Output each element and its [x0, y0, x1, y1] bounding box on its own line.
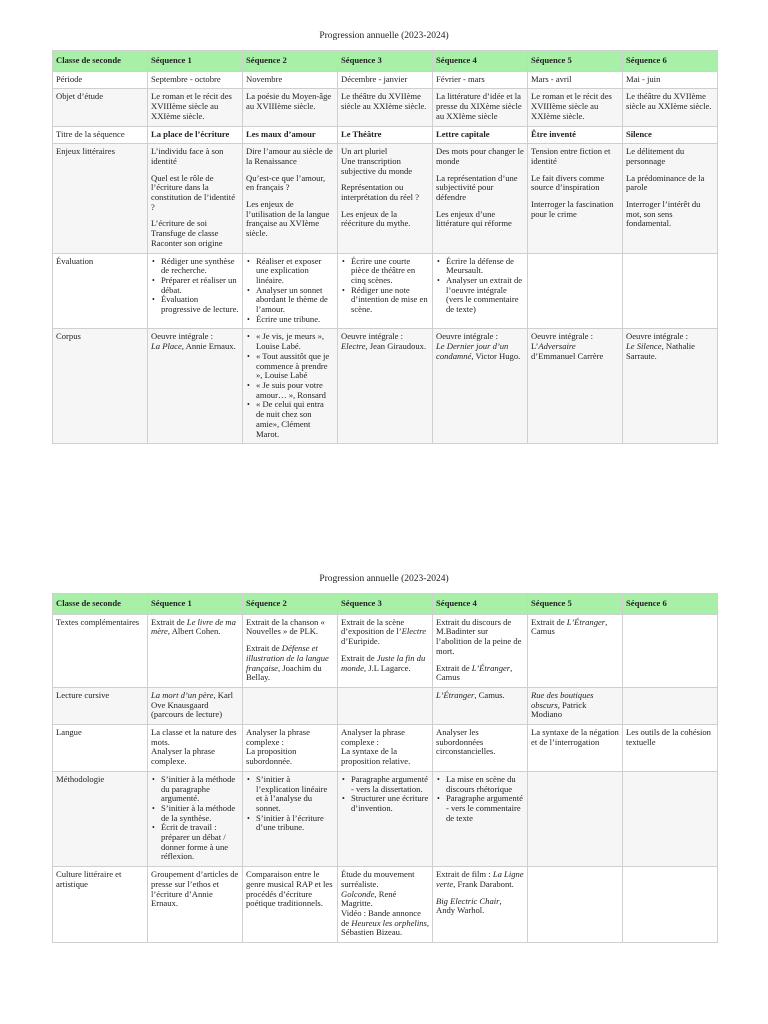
- bullet-item: • S’initier à la méthode de la synthèse.: [151, 804, 239, 823]
- table-cell: [148, 867, 243, 943]
- header-sequence-4: Séquence 4: [433, 594, 528, 615]
- table-cell: [528, 329, 623, 444]
- work-title: Electre: [341, 341, 366, 352]
- cell-paragraph: [341, 654, 429, 673]
- cell-paragraph: Février - mars: [436, 73, 485, 84]
- work-title: L’Étranger: [436, 689, 475, 700]
- work-title: Défense et illustration de la langue française: [246, 643, 329, 673]
- cell-paragraph: Dire l’amour au siècle de la Renaissance: [246, 146, 333, 166]
- cell-paragraph: Le fait divers comme source d’inspiration: [531, 172, 605, 193]
- table-cell: [148, 614, 243, 687]
- cell-paragraph: Des mots pour changer le monde: [436, 146, 524, 166]
- bullet-item: • « Tout aussitôt que je commence à prendre », Louise Labé: [246, 352, 334, 381]
- cell-paragraph: Les enjeux de l’utilisation de la langue française au XVIème siècle.: [246, 199, 330, 239]
- text-run: d’Euripide.: [341, 636, 380, 647]
- cell-paragraph: [531, 618, 619, 637]
- bullet-item: • « De celui qui entra de nuit chez son amie», Clément Marot.: [246, 400, 334, 439]
- cell-paragraph: Analyser la phrase complexe : La proposition subordonnée.: [246, 727, 310, 767]
- table-cell: [433, 725, 528, 772]
- bullet-list: [341, 257, 429, 315]
- table-cell: [528, 771, 623, 866]
- cell-paragraph: [151, 332, 239, 351]
- work-title: L’Étranger: [471, 662, 511, 673]
- header-sequence-4: Séquence 4: [433, 51, 528, 72]
- table-cell: [243, 89, 338, 126]
- text-run: , Nathalie Sarraute.: [626, 341, 695, 361]
- table-cell: [528, 253, 623, 329]
- table-cell: [148, 687, 243, 724]
- cell-paragraph: Comparaison entre le genre musical RAP et les procédés d’écriture poétique traditionnels.: [246, 869, 333, 909]
- table-row: [53, 126, 718, 144]
- table-cell: [148, 253, 243, 329]
- text-run: Extrait de: [531, 616, 567, 627]
- table-cell: [148, 725, 243, 772]
- table-cell: [623, 71, 718, 89]
- cell-paragraph: [341, 618, 429, 647]
- table-cell: [433, 867, 528, 943]
- table-cell: [338, 725, 433, 772]
- cell-paragraph: [436, 897, 524, 916]
- table-cell: [623, 126, 718, 144]
- table-row: [53, 71, 718, 89]
- cell-paragraph: Les enjeux de la réécriture du mythe.: [341, 208, 411, 229]
- table-cell: [243, 253, 338, 329]
- header-class: Classe de seconde: [53, 594, 148, 615]
- cell-paragraph: [151, 691, 239, 720]
- table-cell: [623, 89, 718, 126]
- page-title-1: Progression annuelle (2023-2024): [319, 31, 449, 41]
- row-label: Évaluation: [53, 253, 148, 329]
- cell-paragraph: La littérature d’idée et la presse du XIXème siècle au XXIème siècle: [436, 91, 522, 121]
- bullet-list: [436, 257, 524, 315]
- bullet-list: [246, 332, 334, 439]
- row-label: Objet d’étude: [53, 89, 148, 126]
- text-run: , Joachim du Bellay.: [246, 662, 322, 683]
- bullet-item: • Paragraphe argumenté - vers le commentaire de texte: [436, 794, 524, 823]
- table-cell: [338, 329, 433, 444]
- bullet-item: • S’initier à l’écriture d’une tribune.: [246, 814, 334, 833]
- text-run: Extrait de: [436, 662, 472, 673]
- text-run: Oeuvre intégrale :: [151, 331, 214, 342]
- text-run: , Annie Ernaux.: [181, 341, 236, 352]
- cell-paragraph: Le roman et le récit des XVIIIème siècle au XXIème siècle.: [531, 91, 612, 121]
- header-row: [53, 51, 718, 72]
- table-cell: [528, 687, 623, 724]
- cell-paragraph: Interroger la fascination pour le crime: [531, 199, 614, 219]
- cell-paragraph: La poésie du Moyen-âge au XVIIIème siècle.: [246, 91, 332, 112]
- text-run: , Jean Giraudoux.: [365, 341, 427, 352]
- header-sequence-1: Séquence 1: [148, 594, 243, 615]
- work-title: Adversaire: [538, 341, 576, 352]
- bullet-item: • « Je suis pour votre amour… », Ronsard: [246, 381, 334, 400]
- table-cell: [148, 71, 243, 89]
- sequence-title: Les maux d’amour: [246, 128, 316, 139]
- bullet-item: • Réaliser et exposer une explication linéaire.: [246, 257, 334, 286]
- cell-paragraph: Interroger l’intérêt du mot, son sens fondamental.: [626, 199, 701, 229]
- text-run: , Frank Darabont.: [453, 878, 514, 889]
- header-sequence-3: Séquence 3: [338, 594, 433, 615]
- table-row: [53, 771, 718, 866]
- table-row: [53, 867, 718, 943]
- bullet-item: • Rédiger une synthèse de recherche.: [151, 257, 239, 276]
- page-title-2: Progression annuelle (2023-2024): [319, 574, 449, 584]
- table-cell: [528, 867, 623, 943]
- cell-paragraph: Un art pluriel Une transcription subjective du monde: [341, 146, 413, 176]
- table-cell: [623, 771, 718, 866]
- table-cell: [148, 126, 243, 144]
- sequence-title: Le Théâtre: [341, 128, 382, 139]
- work-title: Juste la fin du monde: [341, 652, 426, 673]
- table-cell: [243, 144, 338, 253]
- cell-paragraph: [341, 870, 429, 938]
- progression-table-1: [52, 50, 718, 444]
- table-cell: [338, 144, 433, 253]
- work-title: Le livre de ma mère: [151, 616, 236, 637]
- bullet-list: [436, 775, 524, 824]
- bullet-item: • Écrire une courte pièce de théâtre en cinq scènes.: [341, 257, 429, 286]
- text-run: Extrait de la scène d’exposition de l’: [341, 616, 405, 637]
- table-cell: [433, 71, 528, 89]
- cell-paragraph: Le roman et le récit des XVIIIème siècle au XXIème siècle.: [151, 91, 232, 121]
- bullet-item: • S’initier à l’explication linéaire et à l’analyse du sonnet.: [246, 775, 334, 814]
- table-cell: [433, 253, 528, 329]
- table-cell: [338, 71, 433, 89]
- cell-paragraph: Quel est le rôle de l’écriture dans la constitution de l’identité ?: [151, 172, 236, 212]
- header-sequence-2: Séquence 2: [243, 51, 338, 72]
- bullet-item: • Préparer et réaliser un débat.: [151, 276, 239, 295]
- table-cell: [338, 614, 433, 687]
- table-cell: [528, 144, 623, 253]
- bullet-item: • Écrire la défense de Meursault.: [436, 257, 524, 276]
- table-cell: [338, 687, 433, 724]
- work-title: Big Electric Chair: [436, 895, 500, 906]
- work-title: Rue des boutiques obscurs: [531, 689, 594, 710]
- work-title: La Place: [151, 341, 182, 352]
- bullet-item: • « Je vis, je meurs », Louise Labé.: [246, 332, 334, 351]
- sequence-title: Lettre capitale: [436, 128, 490, 139]
- bullet-list: [246, 775, 334, 833]
- bullet-item: • Analyser un sonnet abordant le thème de l’amour.: [246, 286, 334, 315]
- table-cell: [623, 867, 718, 943]
- cell-paragraph: Décembre - janvier: [341, 73, 408, 84]
- cell-paragraph: [436, 691, 524, 701]
- table-cell: [243, 867, 338, 943]
- bullet-item: • S’initier à la méthode du paragraphe argumenté.: [151, 775, 239, 804]
- table-cell: [528, 89, 623, 126]
- table-cell: [243, 71, 338, 89]
- text-run: Extrait de: [151, 616, 187, 627]
- cell-paragraph: [246, 644, 334, 683]
- table-row: [53, 89, 718, 126]
- table-cell: [148, 329, 243, 444]
- cell-paragraph: [531, 332, 619, 361]
- text-run: , Victor Hugo.: [471, 350, 521, 361]
- work-title: Le Silence: [626, 341, 662, 352]
- bullet-list: [151, 257, 239, 315]
- progression-table-2: [52, 593, 718, 943]
- sequence-title: La place de l’écriture: [151, 128, 230, 139]
- row-label: Lecture cursive: [53, 687, 148, 724]
- cell-paragraph: [531, 691, 619, 720]
- cell-paragraph: La représentation d’une subjectivité pour défendre: [436, 172, 518, 203]
- table-cell: [338, 867, 433, 943]
- table-cell: [433, 687, 528, 724]
- table-cell: [433, 329, 528, 444]
- table-cell: [338, 771, 433, 866]
- row-label: Langue: [53, 725, 148, 772]
- text-run: Oeuvre intégrale : L’: [531, 331, 594, 352]
- table-cell: [623, 687, 718, 724]
- text-run: , J.L Lagarce.: [363, 662, 411, 673]
- cell-paragraph: Représentation ou interprétation du réel ?: [341, 182, 420, 203]
- header-sequence-6: Séquence 6: [623, 594, 718, 615]
- table-cell: [623, 144, 718, 253]
- table-row: [53, 329, 718, 444]
- table-cell: [243, 771, 338, 866]
- table-cell: [243, 687, 338, 724]
- text-run: Extrait de: [341, 652, 377, 663]
- table-cell: [243, 126, 338, 144]
- table-cell: [433, 89, 528, 126]
- work-title: Heureux les orphelins: [351, 917, 427, 928]
- text-run: Étude du mouvement surréaliste.: [341, 869, 415, 889]
- table-row: [53, 144, 718, 253]
- bullet-item: • Rédiger une note d’intention de mise en scène.: [341, 286, 429, 315]
- work-title: Golconde: [341, 888, 375, 899]
- bullet-item: • Analyser un extrait de l’oeuvre intégrale (vers le commentaire de texte): [436, 276, 524, 315]
- bullet-item: • Paragraphe argumenté - vers la dissertation.: [341, 775, 429, 794]
- text-run: Extrait de film :: [436, 869, 493, 880]
- row-label: Période: [53, 71, 148, 89]
- table-cell: [623, 253, 718, 329]
- header-sequence-3: Séquence 3: [338, 51, 433, 72]
- cell-paragraph: La syntaxe de la négation et de l’interrogation: [531, 727, 619, 747]
- cell-paragraph: Septembre - octobre: [151, 73, 221, 84]
- cell-paragraph: Extrait de la chanson « Nouvelles » de PLK.: [246, 616, 325, 637]
- text-run: Oeuvre intégrale :: [626, 331, 689, 342]
- table-cell: [243, 329, 338, 444]
- header-sequence-5: Séquence 5: [528, 51, 623, 72]
- text-run: , René Magritte. Vidéo : Bande annonce de: [341, 888, 421, 928]
- header-class: Classe de seconde: [53, 51, 148, 72]
- table-row: [53, 725, 718, 772]
- work-title: La Ligne verte: [436, 869, 524, 889]
- table-cell: [623, 614, 718, 687]
- cell-paragraph: Extrait du discours de M.Badinter sur l’abolition de la peine de mort.: [436, 616, 522, 656]
- table-cell: [433, 144, 528, 253]
- cell-paragraph: [626, 332, 714, 361]
- cell-paragraph: Tension entre fiction et identité: [531, 146, 611, 166]
- row-label: Enjeux littéraires: [53, 144, 148, 253]
- table-cell: [623, 329, 718, 444]
- work-title: L’Étranger: [566, 616, 606, 627]
- bullet-list: [151, 775, 239, 862]
- table-cell: [338, 126, 433, 144]
- table-row: [53, 253, 718, 329]
- cell-paragraph: [436, 870, 524, 889]
- cell-paragraph: La prédominance de la parole: [626, 172, 705, 193]
- header-sequence-6: Séquence 6: [623, 51, 718, 72]
- table-cell: [433, 614, 528, 687]
- table-row: [53, 687, 718, 724]
- cell-paragraph: L’individu face à son identité: [151, 146, 224, 166]
- cell-paragraph: Mai - juin: [626, 73, 661, 84]
- text-run: , Patrick Modiano: [531, 699, 587, 720]
- text-run: , Camus: [531, 616, 608, 637]
- text-run: d’Emmanuel Carrère: [531, 350, 604, 361]
- cell-paragraph: [436, 332, 524, 361]
- cell-paragraph: Les enjeux d’une littérature qui réforme: [436, 208, 512, 229]
- table-cell: [338, 89, 433, 126]
- cell-paragraph: [151, 618, 239, 637]
- header-sequence-1: Séquence 1: [148, 51, 243, 72]
- text-run: Oeuvre intégrale :: [341, 331, 404, 342]
- bullet-item: • Évaluation progressive de lecture.: [151, 295, 239, 314]
- table-cell: [338, 253, 433, 329]
- row-label: Corpus: [53, 329, 148, 444]
- text-run: Extrait de: [246, 643, 282, 654]
- row-label: Titre de la séquence: [53, 126, 148, 144]
- cell-paragraph: Analyser la phrase complexe : La syntaxe de la proposition relative.: [341, 727, 411, 767]
- bullet-item: • Structurer une écriture d’invention.: [341, 794, 429, 813]
- header-sequence-5: Séquence 5: [528, 594, 623, 615]
- sequence-title: Être inventé: [531, 128, 576, 139]
- cell-paragraph: La classe et la nature des mots. Analyser la phrase complexe.: [151, 727, 237, 767]
- cell-paragraph: L’écriture de soi Transfuge de classe Raconter son origine: [151, 218, 223, 248]
- text-run: , Karl Ove Knausgaard (parcours de lecture): [151, 689, 234, 720]
- work-title: Le Dernier jour d’un condamné: [436, 341, 509, 361]
- header-sequence-2: Séquence 2: [243, 594, 338, 615]
- table-cell: [528, 126, 623, 144]
- cell-paragraph: Mars - avril: [531, 73, 572, 84]
- table-cell: [433, 771, 528, 866]
- sequence-title: Silence: [626, 128, 652, 139]
- bullet-item: • Écrire une tribune.: [246, 315, 334, 325]
- table-cell: [528, 71, 623, 89]
- bullet-item: • Écrit de travail : préparer un débat / donner forme à une réflexion.: [151, 823, 239, 862]
- table-cell: [148, 144, 243, 253]
- table-cell: [243, 614, 338, 687]
- text-run: , Camus.: [474, 689, 505, 700]
- table-cell: [433, 126, 528, 144]
- cell-paragraph: Groupement d’articles de presse sur l’ethos et l’écriture d’Annie Ernaux.: [151, 869, 239, 909]
- bullet-list: [246, 257, 334, 325]
- table-cell: [528, 614, 623, 687]
- cell-paragraph: Analyser les subordonnées circonstancielles.: [436, 727, 496, 757]
- cell-paragraph: Le théâtre du XVIIème siècle au XXIème siècle.: [626, 91, 712, 112]
- header-row: [53, 594, 718, 615]
- bullet-item: • La mise en scène du discours rhétorique: [436, 775, 524, 794]
- bullet-list: [341, 775, 429, 814]
- row-label: Méthodologie: [53, 771, 148, 866]
- table-cell: [528, 725, 623, 772]
- cell-paragraph: Le délitement du personnage: [626, 146, 685, 166]
- table-cell: [148, 89, 243, 126]
- text-run: Oeuvre intégrale :: [436, 331, 499, 342]
- table-cell: [623, 725, 718, 772]
- cell-paragraph: Qu’est-ce que l’amour, en français ?: [246, 172, 326, 193]
- cell-paragraph: [436, 664, 524, 683]
- text-run: , Albert Cohen.: [167, 626, 221, 637]
- cell-paragraph: Les outils de la cohésion textuelle: [626, 727, 711, 747]
- row-label: Textes complémentaires: [53, 614, 148, 687]
- cell-paragraph: [341, 332, 429, 351]
- table-cell: [243, 725, 338, 772]
- text-run: , Sébastien Bizeau.: [341, 917, 429, 938]
- cell-paragraph: Novembre: [246, 73, 283, 84]
- table-cell: [148, 771, 243, 866]
- text-run: , Andy Warhol.: [436, 895, 502, 916]
- row-label: Culture littéraire et artistique: [53, 867, 148, 943]
- text-run: , Camus: [436, 662, 513, 683]
- cell-paragraph: Le théâtre du XVIIème siècle au XXIème siècle.: [341, 91, 427, 112]
- table-row: [53, 614, 718, 687]
- work-title: La mort d’un père: [151, 689, 214, 700]
- work-title: Electre: [401, 626, 427, 637]
